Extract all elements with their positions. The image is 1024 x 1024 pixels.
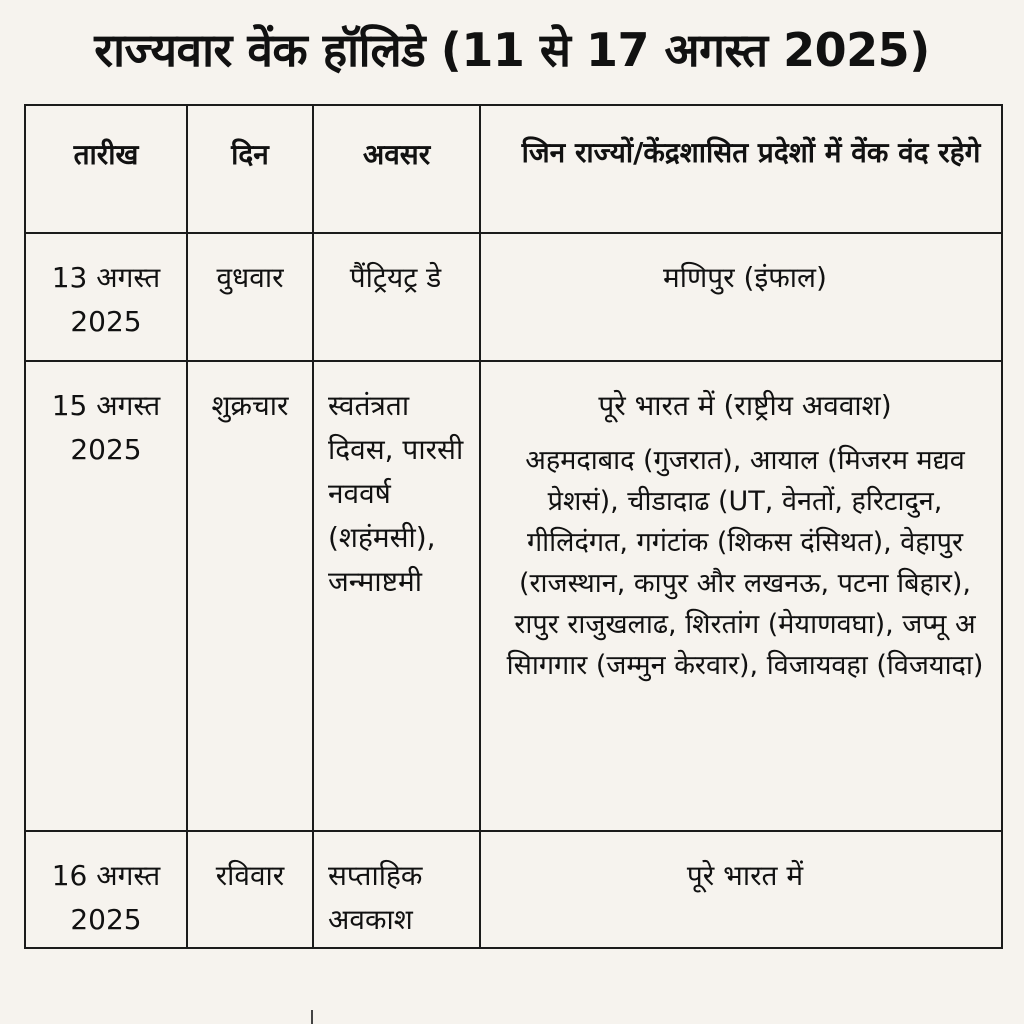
day-cell [187, 361, 313, 831]
occasion-text: स्वतंत्रता दिवस, पारसी नववर्ष (शहंमसी), जन्माष्टमी [328, 389, 464, 598]
header-date: तारीख [73, 138, 139, 171]
date-text: 16 अगस्त 2025 [51, 859, 161, 936]
states-text [481, 362, 1001, 686]
occasion-cell [313, 831, 480, 948]
date-cell [25, 361, 187, 831]
divider-mark [311, 1010, 313, 1024]
date-text: 13 अगस्त 2025 [51, 261, 161, 338]
page-title: राज्यवार वेंक हॉलिडे (11 से 17 अगस्त 2025) [94, 23, 930, 77]
table-row [25, 361, 1002, 831]
header-states: जिन राज्यों/केंद्रशासित प्रदेशों में वेंक वंद रहेगे [521, 136, 981, 169]
table-row [25, 831, 1002, 948]
date-cell [25, 233, 187, 361]
holiday-table [24, 104, 1003, 949]
occasion-text: सप्ताहिक अवकाश [328, 859, 423, 936]
date-text: 15 अगस्त 2025 [51, 389, 161, 466]
states-cell [480, 831, 1002, 948]
header-day-cell [187, 105, 313, 233]
day-cell [187, 233, 313, 361]
table-row [25, 233, 1002, 361]
occasion-text: पैंट्रियट्र डे [349, 261, 442, 294]
day-text: शुक्रचार [211, 389, 289, 422]
header-occasion: अवसर [362, 138, 431, 171]
states-cell [480, 233, 1002, 361]
states-text [481, 234, 1001, 300]
states-main-text: पूरे भारत में (राष्ट्रीय अववाश) [598, 389, 892, 422]
occasion-cell [313, 361, 480, 831]
table-header-row [25, 105, 1002, 233]
date-cell [25, 831, 187, 948]
header-states-cell [480, 105, 1002, 233]
states-cell [480, 361, 1002, 831]
states-text [481, 832, 1001, 898]
day-text: रविवार [215, 859, 285, 892]
header-date-cell [25, 105, 187, 233]
header-day: दिन [231, 138, 269, 171]
states-list-text: अहमदाबाद (गुजरात), आयाल (मिजरम मद्यव प्रेशसं), चीडादाढ (UT, वेनतों, हरिटादुन, गीलिदंगत, गगंटांक (शिकस दंसिथत), वेहापुर (राजस्थान, कापुर और लखनऊ, पटना बिहार), रापुर राजुखलाढ, शिरतांग (मेयाणवघा), जप्मू अ सिागगार (जम्मुन केरवार), विजायवहा (विजयादा) [506, 445, 984, 681]
day-cell [187, 831, 313, 948]
states-main-text: पूरे भारत में [686, 859, 804, 892]
day-text: वुधवार [216, 261, 284, 294]
header-occasion-cell [313, 105, 480, 233]
occasion-cell [313, 233, 480, 361]
states-main-text: मणिपुर (इंफाल) [663, 261, 827, 294]
